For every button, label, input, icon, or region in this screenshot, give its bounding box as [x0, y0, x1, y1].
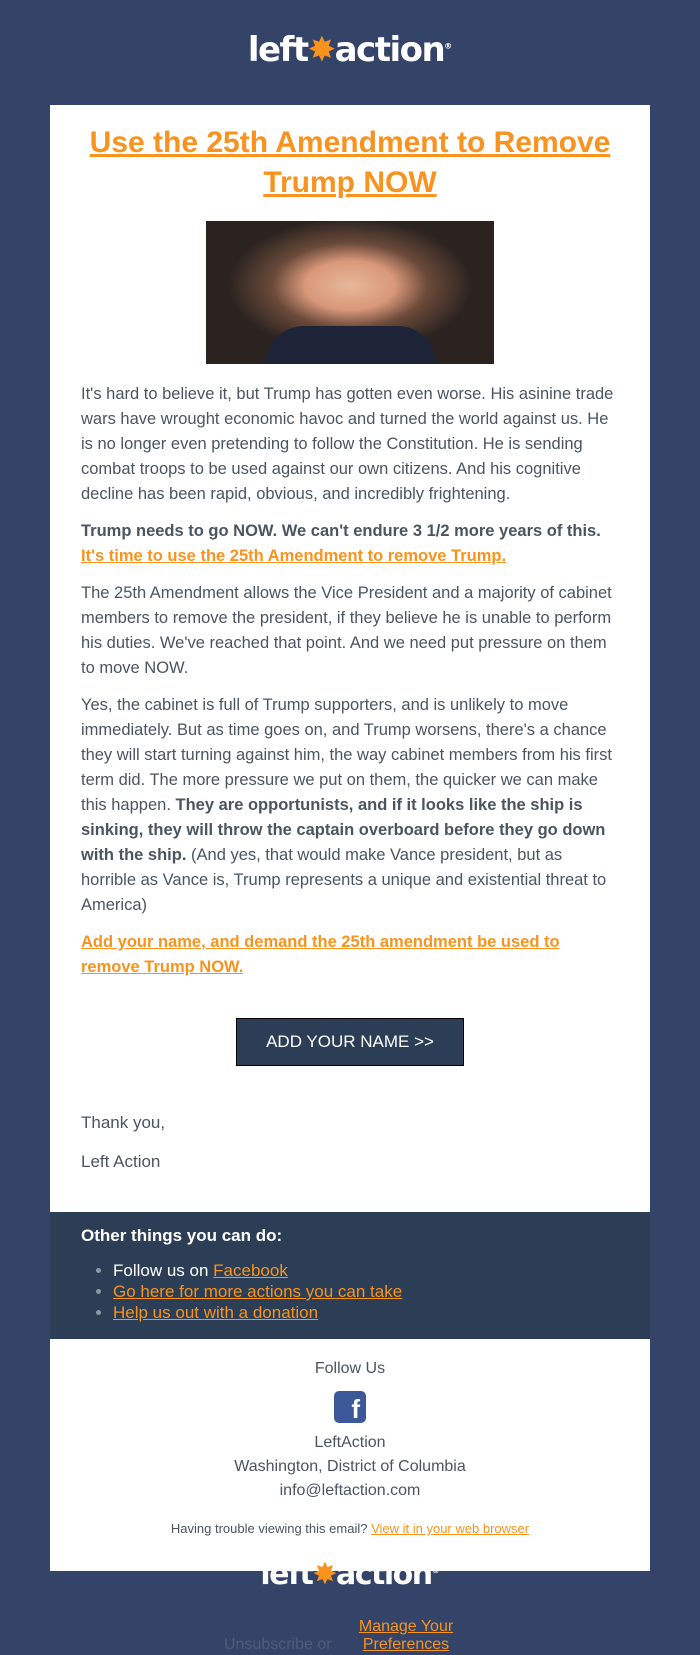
manage-preferences-link[interactable]: Manage Your Preferences: [358, 1618, 454, 1653]
add-your-name-button[interactable]: ADD YOUR NAME >>: [236, 1018, 464, 1066]
footer: Follow Us f LeftAction Washington, District of Columbia info@leftaction.com Having trouble viewing this email? View it in your web browser: [170, 1360, 530, 1536]
other-heading: Other things you can do:: [81, 1226, 283, 1245]
headline-link[interactable]: Use the 25th Amendment to Remove Trump NOW: [89, 126, 611, 199]
unsubscribe-line: Unsubscribe or Manage Your Preferences: [0, 1618, 700, 1654]
facebook-icon[interactable]: f: [334, 1391, 366, 1423]
amendment-link[interactable]: It's time to use the 25th Amendment to remove Trump.: [81, 547, 507, 565]
paragraph: The 25th Amendment allows the Vice President and a majority of cabinet members to remove the president, if they believe he is unable to perform his duties. We've reached that point. And we need put pressure on them to move NOW.: [81, 584, 612, 677]
thanks-text: Thank you,: [81, 1113, 166, 1132]
facebook-link[interactable]: Facebook: [213, 1261, 288, 1280]
other-actions-section: Other things you can do: • Follow us on Facebook • Go here for more actions you can take • Help us out with a donation: [50, 1212, 650, 1339]
leftaction-logo-footer: left✸action®: [260, 1557, 440, 1592]
email-card: [50, 105, 650, 1571]
web-browser-link[interactable]: View it in your web browser: [371, 1521, 530, 1536]
trump-photo: [206, 221, 494, 364]
paragraph: Trump needs to go NOW. We can't endure 3 1/2 more years of this. It's time to use the 25th Amendment to remove Trump.: [81, 522, 601, 565]
more-actions-link[interactable]: Go here for more actions you can take: [113, 1282, 403, 1301]
signature: Left Action: [81, 1152, 161, 1171]
leftaction-logo: left✸action®: [247, 30, 453, 70]
add-name-link[interactable]: Add your name, and demand the 25th amendment be used to remove Trump NOW.: [81, 933, 560, 976]
paragraph: Yes, the cabinet is full of Trump supporters, and is unlikely to move immediately. But as time goes on, and Trump worsens, there's a chance they will start turning against him, the way cabinet members from his first term did. The more pressure we put on them, the quicker we can make this happen. They are opportunists, and if it looks like the ship is sinking, they will throw the captain overboard before they go down with the ship. (And yes, that would make Vance president, but as horrible as Vance is, Trump represents a unique and existential threat to America): [81, 696, 612, 914]
donation-link[interactable]: Help us out with a donation: [113, 1303, 319, 1322]
paragraph: It's hard to believe it, but Trump has gotten even worse. His asinine trade wars have wrought economic havoc and turned the world against us. He is no longer even pretending to follow the Constitution. He is sending combat troops to be used against our own citizens. And his cognitive decline has been rapid, obvious, and incredibly frightening.: [81, 385, 614, 503]
